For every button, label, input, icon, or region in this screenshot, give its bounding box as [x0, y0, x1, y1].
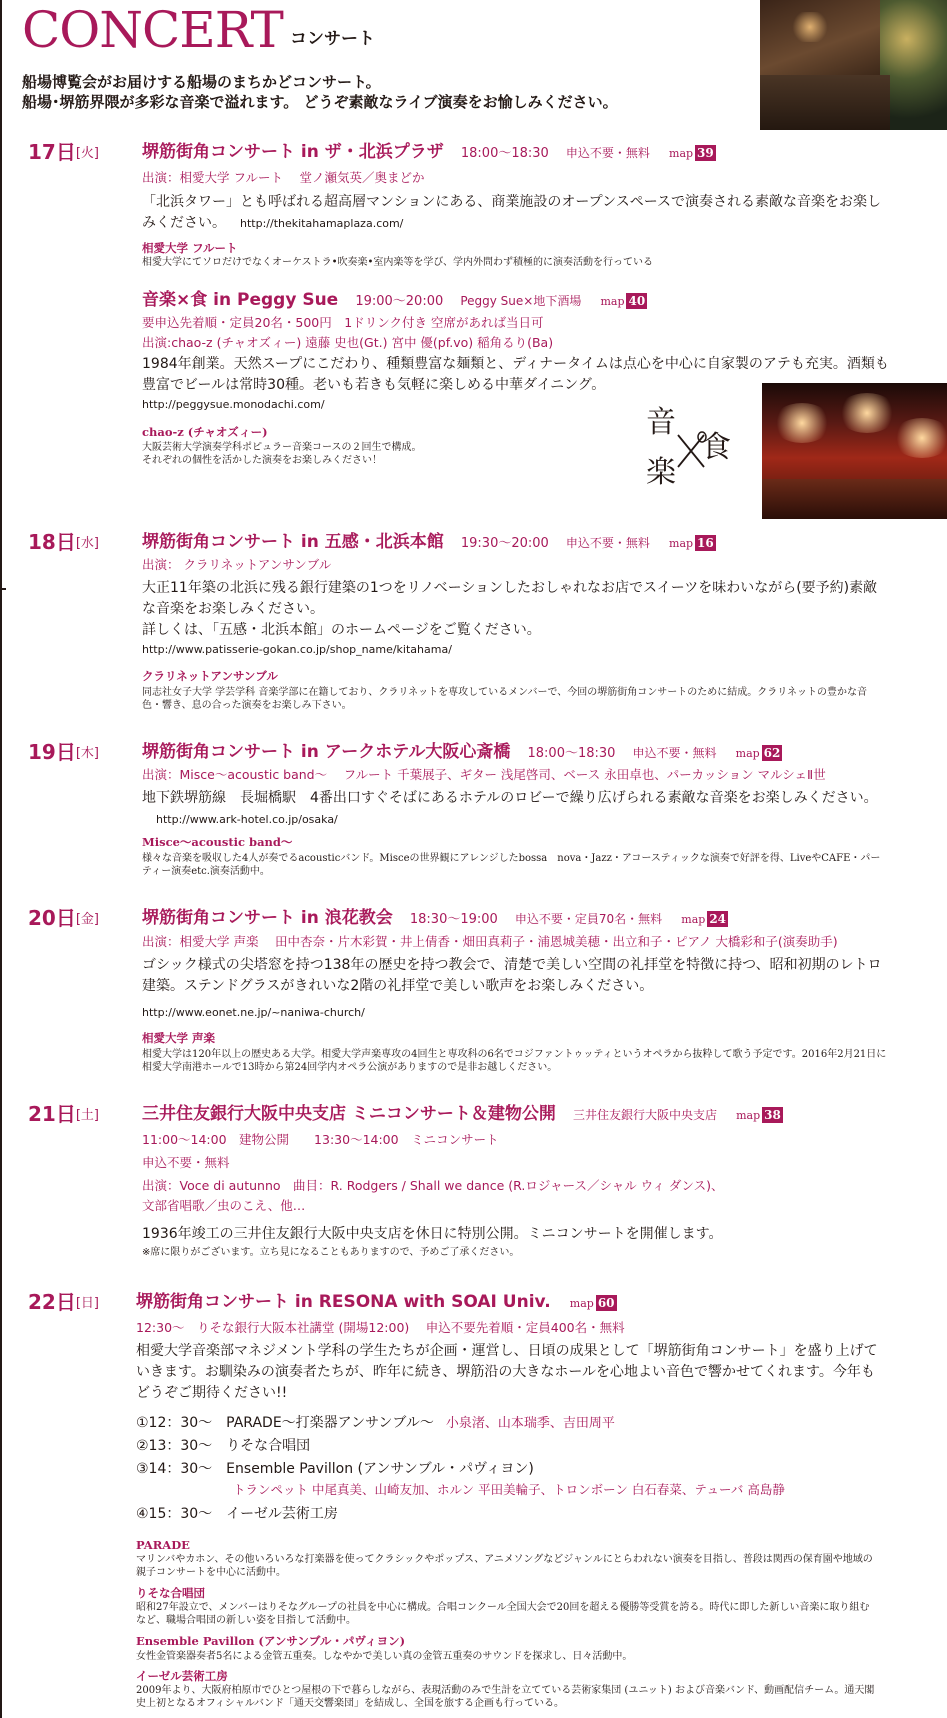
- event-22-heading: [136, 1290, 617, 1316]
- event-note: 三井住友銀行大阪中央支店: [573, 1108, 718, 1122]
- event-time: 18:00～18:30: [527, 746, 616, 761]
- event-title: 堺筋街角コンサート in アークホテル大阪心斎橋: [142, 742, 511, 762]
- group-desc: 女性金管楽器奏者5名による金管五重奏。しなやかで美しい真の金管五重奏のサウンドを探求し、日々活動中。: [136, 1651, 633, 1662]
- program-3: ③14：30～ Ensemble Pavillon (アンサンブル・パヴィヨン): [136, 1461, 534, 1477]
- date-19: 19日[木]: [28, 740, 99, 764]
- event-17-1-heading: [142, 140, 716, 166]
- group-desc: マリンバやカホン、その他いろいろな打楽器を使ってクラシックやポップス、アニメソングなどジャンルにとらわれない演奏を目指し、普段は関西の保育園や地域の親子コンサートを中心に活動中。: [136, 1554, 873, 1578]
- page-subtitle: コンサート: [290, 29, 375, 49]
- map-ref[interactable]: map 60: [569, 1296, 615, 1310]
- performer-cont: 文部省唱歌／虫のこえ、他…: [142, 1198, 306, 1213]
- event-time: 11:00～14:00 建物公開 13:30～14:00 ミニコンサート: [142, 1132, 499, 1147]
- program-4: ④15：30～ イーゼル芸術工房: [136, 1506, 338, 1522]
- performer: 出演：Voce di autunno 曲目：R. Rodgers / Shall we dance (R.ロジャース／シャル ウィ ダンス)、: [142, 1178, 724, 1193]
- performer: 出演：相愛大学 声楽 田中杏奈・片木彩賀・井上倩香・畑田真莉子・浦恩城美穂・出立和子・ピアノ 大橋彩和子(演奏助手): [142, 934, 838, 949]
- program-2: ②13：30～ りそな合唱団: [136, 1438, 311, 1454]
- event-fee: 申込不要・無料: [142, 1155, 230, 1170]
- event-time: 19:30～20:00: [460, 536, 549, 551]
- group-name: PARADE: [136, 1538, 190, 1552]
- left-border: [0, 0, 2, 1718]
- performer: 出演:chao-z (チャオズィー) 遠藤 史也(Gt.) 宮中 優(pf.vo) 稲角るり(Ba): [142, 335, 554, 350]
- intro-line-1: 船場博覧会がお届けする船場のまちかどコンサート。: [22, 73, 381, 91]
- event-title: 堺筋街角コンサート in ザ・北浜プラザ: [142, 142, 444, 162]
- event-desc: 「北浜タワー」とも呼ばれる超高層マンションにある、商業施設のオープンスペースで演奏される素敵な音楽をお楽しみください。 http://thekitahamaplaza.com/: [142, 194, 881, 231]
- event-time: 19:00～20:00: [355, 294, 444, 309]
- event-conditions: 要申込先着順・定員20名・500円 1ドリンク付き 空席があれば当日可: [142, 315, 544, 330]
- photo-audience: [760, 75, 890, 130]
- intro-text: [22, 72, 742, 112]
- event-desc: 1984年創業。天然スープにこだわり、種類豊富な麺類と、ディナータイムは点心を中心に自家製のアテも充実。酒類も豊富でビールは常時30種。老いも若きも気軽に楽しめる中華ダイニング。: [142, 356, 889, 393]
- event-note: 申込不要・無料: [565, 146, 650, 160]
- date-20: 20日[金]: [28, 906, 99, 930]
- performer: 出演： クラリネットアンサンブル: [142, 557, 332, 572]
- event-url[interactable]: http://www.patisserie-gokan.co.jp/shop_name/kitahama/: [142, 643, 452, 656]
- map-ref[interactable]: map 40: [600, 294, 646, 308]
- event-title: 堺筋街角コンサート in 五感・北浜本館: [142, 532, 444, 552]
- event-note: Peggy Sue×地下酒場: [460, 294, 582, 308]
- peggy-sue-photo: [762, 383, 947, 519]
- photo-tree: [880, 0, 947, 130]
- group-name: りそな合唱団: [136, 1586, 205, 1600]
- map-ref[interactable]: map 16: [669, 536, 714, 550]
- event-small-note: ※席に限りがございます。立ち見になることもありますので、予めご了承ください。: [142, 1247, 520, 1258]
- date-17: 17日[火]: [28, 140, 99, 164]
- event-note: 申込不要・無料: [632, 746, 717, 760]
- event-desc: 1936年竣工の三井住友銀行大阪中央支店を休日に特別公開。ミニコンサートを開催します。: [142, 1226, 723, 1242]
- event-desc: 地下鉄堺筋線 長堀橋駅 4番出口すぐそばにあるホテルのロビーで繰り広げられる素敵な音楽をお楽しみください。http://www.ark-hotel.co.jp/osaka/: [142, 790, 878, 826]
- program-3-members: トランペット 中尾真美、山崎友加、ホルン 平田美輪子、トロンボーン 白石春菜、テューバ 高島静: [233, 1482, 785, 1497]
- event-title: 音楽×食 in Peggy Sue: [142, 290, 339, 310]
- map-ref[interactable]: map 24: [681, 912, 727, 926]
- event-21-heading: [142, 1102, 783, 1128]
- event-desc: 相愛大学音楽部マネジメント学科の学生たちが企画・運営し、日頃の成果として「堺筋街角コンサート」を盛り上げていきます。お馴染みの演奏者たちが、昨年に続き、堺筋沿の大きなホールを心地よい音色で響かせてくれます。今年もどうぞご期待ください!!: [136, 1343, 878, 1401]
- event-title: 三井住友銀行大阪中央支店 ミニコンサート＆建物公開: [142, 1104, 556, 1124]
- group-desc: 昭和27年設立で、メンバーはりそなグループの社員を中心に構成。合唱コンクール全国大会で20回を超える優勝等受賞を誇る。時代に即した新しい音楽に取り組むなど、職場合唱団の新しい姿を目指して活動中。: [136, 1602, 870, 1626]
- concert-photo: [760, 0, 947, 130]
- event-title: 堺筋街角コンサート in RESONA with SOAI Univ.: [136, 1292, 551, 1312]
- photo-light: [790, 12, 830, 42]
- profile-desc: 相愛大学にてソロだけでなくオーケストラ•吹奏楽•室内楽等を学び、学内外問わず積極的に演奏活動を行っている: [142, 257, 653, 268]
- date-21: 21日[土]: [28, 1102, 99, 1126]
- event-url[interactable]: http://www.eonet.ne.jp/~naniwa-church/: [142, 1006, 365, 1019]
- profile-name: Misce～acoustic band～: [142, 835, 293, 849]
- group-name: Ensemble Pavillon (アンサンブル・パヴィヨン): [136, 1634, 406, 1648]
- event-desc: 大正11年築の北浜に残る銀行建築の1つをリノベーションしたおしゃれなお店でスイーツを味わいながら(要予約)素敵な音楽をお楽しみください。 詳しくは、「五感・北浜本館」のホームページをご覧ください。: [142, 580, 878, 638]
- event-url[interactable]: http://www.ark-hotel.co.jp/osaka/: [156, 813, 338, 826]
- performer: 出演：Misce～acoustic band～ フルート 千葉展子、ギター 浅尾啓司、ベース 永田卓也、パーカッション マルシェⅡ世: [142, 767, 826, 782]
- program-1: ①12：30～ PARADE～打楽器アンサンブル～ 小泉渚、山本瑞季、吉田周平: [136, 1415, 615, 1431]
- event-19-heading: [142, 740, 782, 766]
- event-url[interactable]: http://thekitahamaplaza.com/: [240, 217, 404, 230]
- profile-name: chao-z (チャオズィー): [142, 425, 268, 439]
- event-url[interactable]: http://peggysue.monodachi.com/: [142, 398, 325, 411]
- date-22: 22日[日]: [28, 1290, 99, 1314]
- fork-spoon-icon: [674, 431, 708, 471]
- profile-desc: 同志社女子大学 学芸学科 音楽学部に在籍しており、クラリネットを専攻しているメンバーで、今回の堺筋街角コンサートのために結成。クラリネットの豊かな音色・響き、息の合った演奏をお楽しみ下さい。: [142, 687, 868, 711]
- event-title: 堺筋街角コンサート in 浪花教会: [142, 908, 393, 928]
- event-20-heading: [142, 906, 728, 932]
- map-ref[interactable]: map 62: [735, 746, 781, 760]
- page-title: CONCERT: [22, 1, 283, 59]
- music-food-logo: 音 食 楽: [646, 405, 731, 490]
- map-ref[interactable]: map 38: [736, 1108, 781, 1122]
- group-desc: 2009年より、大阪府柏原市でひとつ屋根の下で暮らしながら、表現活動のみで生計を立てている芸術家集団 (ユニット) および音楽バンド、動画配信チーム。通天閣史上初となるオフィシャルバンド「通天交響楽団」を結成し、全国を旅する企画も行っている。: [136, 1685, 875, 1709]
- event-desc: ゴシック様式の尖塔窓を持つ138年の歴史を持つ教会で、清楚で美しい空間の礼拝堂を特徴に持つ、昭和初期のレトロ建築。ステンドグラスがきれいな2階の礼拝堂で美しい歌声をお楽しみください。: [142, 957, 882, 994]
- profile-name: 相愛大学 声楽: [142, 1031, 216, 1045]
- performer: 出演：相愛大学 フルート 堂ノ瀬気英／奥まどか: [142, 170, 425, 185]
- event-18-heading: [142, 530, 716, 556]
- profile-name: クラリネットアンサンブル: [142, 669, 278, 683]
- event-time: 12:30～ りそな銀行大阪本社講堂 (開場12:00) 申込不要先着順・定員400名・無料: [136, 1320, 625, 1335]
- map-ref[interactable]: map 39: [669, 146, 714, 160]
- event-note: 申込不要・無料: [565, 536, 650, 550]
- event-note: 申込不要・定員70名・無料: [514, 912, 663, 926]
- date-18: 18日[水]: [28, 530, 99, 554]
- event-17-2-heading: [142, 288, 647, 314]
- profile-desc: 大阪芸術大学演奏学科ポピュラー音楽コースの２回生で構成。 それぞれの個性を活かした演奏をお楽しみください！: [142, 442, 422, 466]
- event-time: 18:30～19:00: [409, 912, 498, 927]
- profile-desc: 相愛大学は120年以上の歴史ある大学。相愛大学声楽専攻の4回生と専攻科の6名でコジファントゥッティというオペラから抜粋して歌う予定です。2016年2月21日に相愛大学南港ホールで13時から第24回学内オペラ公演がありますので是非お越しください。: [142, 1049, 887, 1073]
- event-time: 18:00～18:30: [460, 146, 549, 161]
- intro-line-2: 船場･堺筋界隈が多彩な音楽で溢れます。 どうぞ素敵なライブ演奏をお愉しみください。: [22, 93, 618, 111]
- border-tick: [2, 588, 6, 590]
- group-name: イーゼル芸術工房: [136, 1669, 228, 1683]
- profile-name: 相愛大学 フルート: [142, 241, 238, 255]
- profile-desc: 様々な音楽を吸収した4人が奏でるacousticバンド。Misceの世界観にアレンジしたbossa nova・Jazz・アコースティックな演奏で好評を得、LiveやCAFE・パーティー演奏etc.演奏活動中。: [142, 853, 881, 877]
